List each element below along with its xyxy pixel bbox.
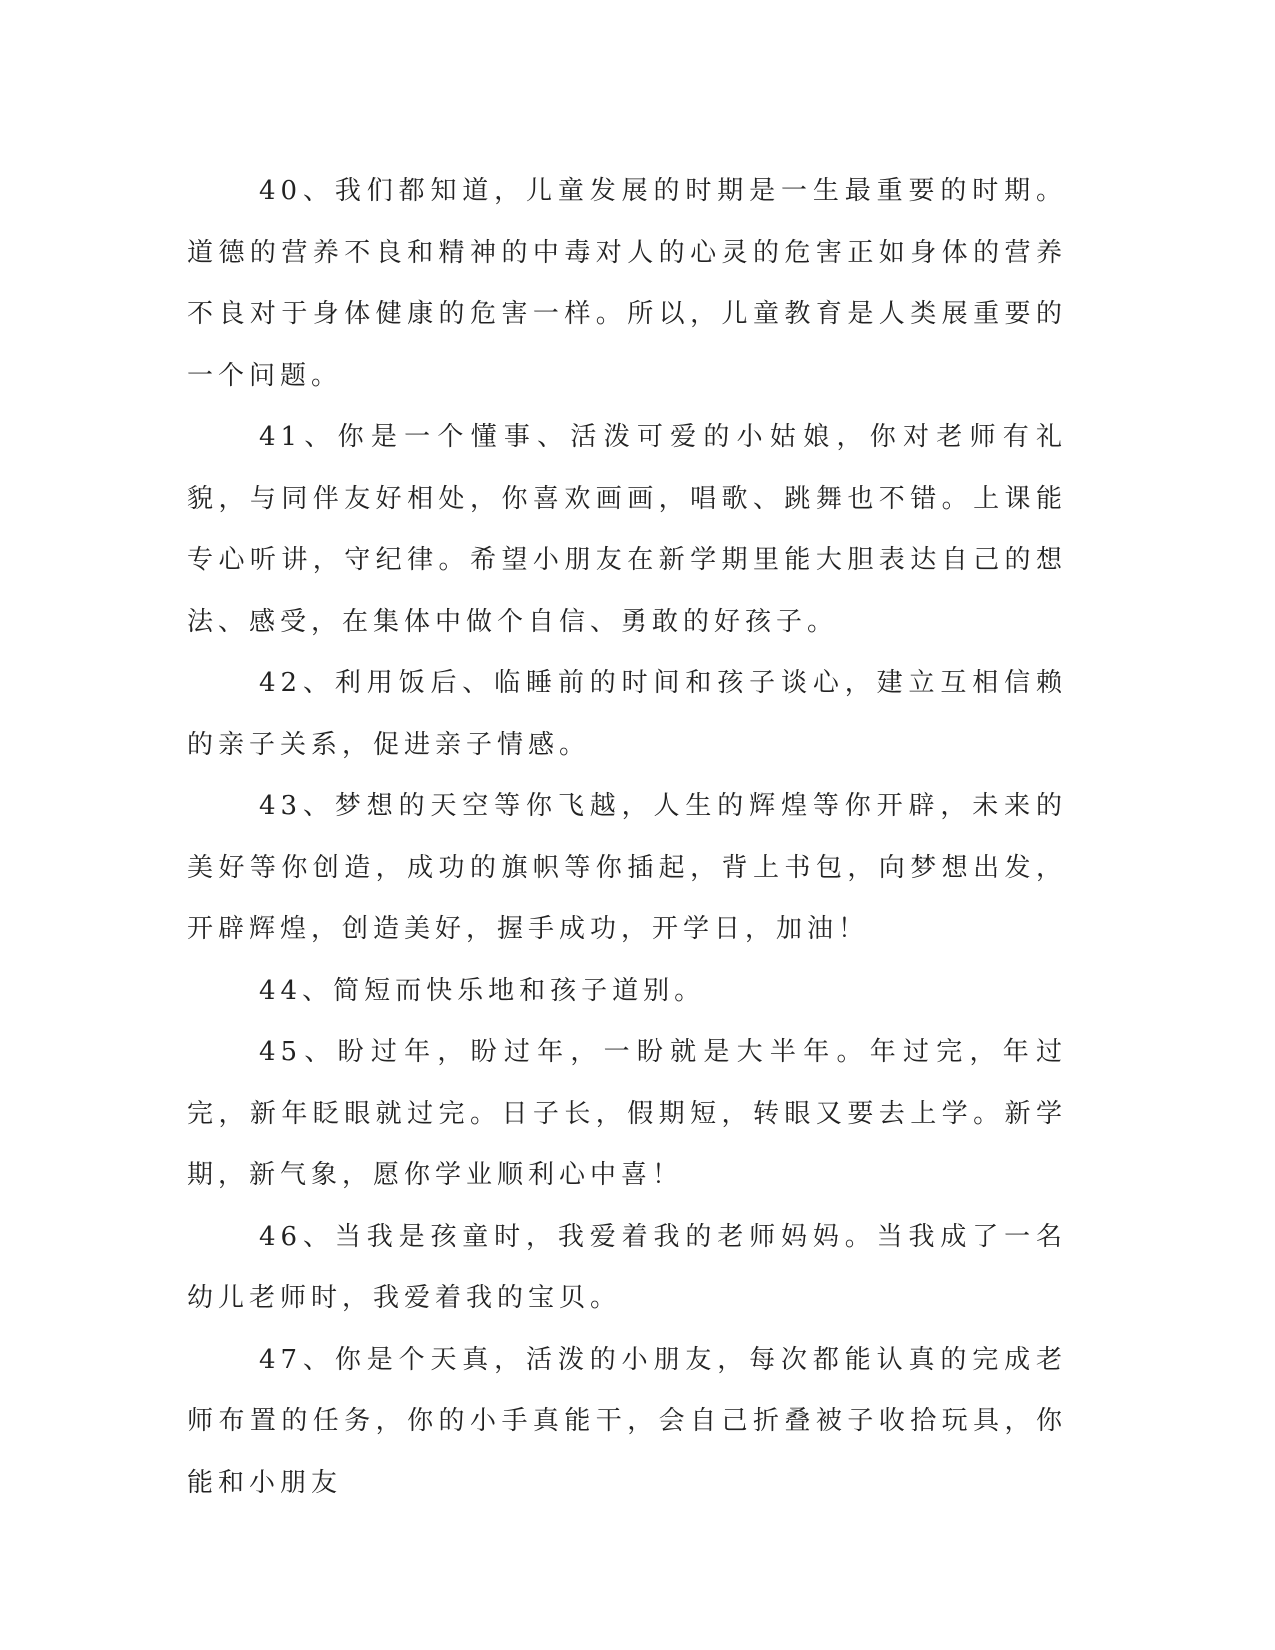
paragraph-40: 40、我们都知道，儿童发展的时期是一生最重要的时期。道德的营养不良和精神的中毒对人的心灵的危害正如身体的营养不良对于身体健康的危害一样。所以，儿童教育是人类展重要的一个问题。	[187, 176, 1067, 391]
document-body	[187, 161, 1067, 1514]
paragraph-45: 45、盼过年，盼过年，一盼就是大半年。年过完，年过完，新年眨眼就过完。日子长，假期短，转眼又要去上学。新学期，新气象，愿你学业顺利心中喜！	[187, 1037, 1067, 1190]
paragraph-47: 47、你是个天真，活泼的小朋友，每次都能认真的完成老师布置的任务，你的小手真能干，会自己折叠被子收拾玩具，你能和小朋友	[187, 1344, 1067, 1498]
paragraph-44: 44、简短而快乐地和孩子道别。	[259, 975, 706, 1006]
paragraph-46: 46、当我是孩童时，我爱着我的老师妈妈。当我成了一名幼儿老师时，我爱着我的宝贝。	[187, 1221, 1067, 1313]
paragraph-41: 41、你是一个懂事、活泼可爱的小姑娘，你对老师有礼貌，与同伴友好相处，你喜欢画画，唱歌、跳舞也不错。上课能专心听讲，守纪律。希望小朋友在新学期里能大胆表达自己的想法、感受，在集体中做个自信、勇敢的好孩子。	[187, 422, 1067, 637]
paragraph-43: 43、梦想的天空等你飞越，人生的辉煌等你开辟，未来的美好等你创造，成功的旗帜等你插起，背上书包，向梦想出发，开辟辉煌，创造美好，握手成功，开学日，加油！	[187, 791, 1067, 944]
paragraph-42: 42、利用饭后、临睡前的时间和孩子谈心，建立互相信赖的亲子关系，促进亲子情感。	[187, 668, 1067, 760]
